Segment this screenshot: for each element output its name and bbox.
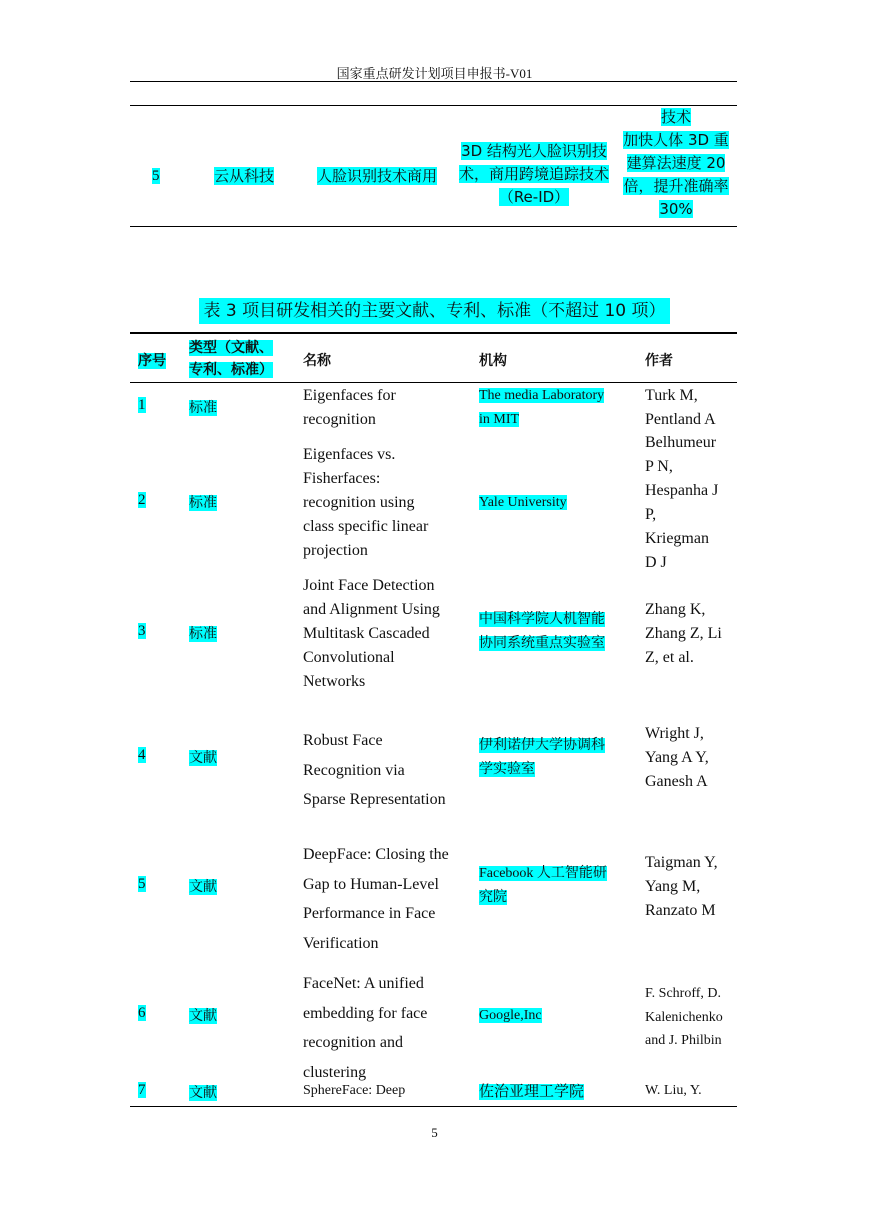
name-line: embedding for face xyxy=(303,1004,428,1022)
result-cell xyxy=(622,106,730,221)
author-line: Hespanha J xyxy=(645,482,719,499)
table-row-type xyxy=(189,747,217,767)
table-row-org xyxy=(479,384,627,432)
author-line: Wright J, xyxy=(645,725,704,742)
org-line: Google,Inc xyxy=(479,1008,542,1023)
row-no-text: 2 xyxy=(138,492,146,508)
name-line: DeepFace: Closing the xyxy=(303,846,449,863)
table-row-author xyxy=(645,598,737,670)
author-line: Belhumeur xyxy=(645,434,717,451)
result-line: 加快人体 3D 重 xyxy=(623,131,729,149)
result-line: 建算法速度 20 xyxy=(626,154,726,172)
author-line: Kalenichenko xyxy=(645,1009,723,1025)
row-number-cell xyxy=(152,165,160,188)
row-no-text: 5 xyxy=(138,876,146,892)
table-row-org xyxy=(479,862,627,910)
name-line: recognition xyxy=(303,411,376,428)
org-line: 究院 xyxy=(479,890,507,905)
table-caption xyxy=(0,296,869,321)
item-cell xyxy=(317,165,437,188)
author-line: P, xyxy=(645,506,657,523)
author-line: Kriegman xyxy=(645,530,709,547)
table-row-type xyxy=(189,1082,217,1102)
author-line: W. Liu, Y. xyxy=(645,1083,702,1098)
row-type-text: 文献 xyxy=(189,750,217,766)
header-name: 名称 xyxy=(303,353,331,369)
header-type xyxy=(189,337,273,381)
table-row-type xyxy=(189,1005,217,1025)
name-line: and Alignment Using xyxy=(303,601,440,618)
table-row-type xyxy=(189,492,217,512)
table-row-no xyxy=(138,623,146,640)
name-line: Fisherfaces: xyxy=(303,470,381,487)
table-caption-text: 表 3 项目研发相关的主要文献、专利、标准（不超过 10 项） xyxy=(199,298,669,324)
item-name: 人脸识别技术商用 xyxy=(317,167,438,185)
table-row-name xyxy=(303,443,473,563)
name-line: Gap to Human-Level xyxy=(303,875,439,893)
table-row-no xyxy=(138,876,146,893)
header-author: 作者 xyxy=(645,353,673,369)
author-line: Zhang Z, Li xyxy=(645,625,722,642)
row-no-text: 7 xyxy=(138,1082,146,1098)
company-cell xyxy=(214,165,274,188)
author-line: Ranzato M xyxy=(645,902,716,919)
org-line: 学实验室 xyxy=(479,762,535,777)
row-no-text: 3 xyxy=(138,623,146,639)
name-line: recognition and xyxy=(303,1034,403,1051)
table-row-name xyxy=(303,840,473,958)
row-type-text: 文献 xyxy=(189,1085,217,1101)
row-no-text: 6 xyxy=(138,1005,146,1021)
row-no-text: 4 xyxy=(138,747,146,763)
row-type-text: 标准 xyxy=(189,626,217,642)
table-row-author xyxy=(645,851,737,923)
previous-table-fragment xyxy=(130,105,737,227)
org-line: Yale University xyxy=(479,495,567,510)
author-line: Pentland A xyxy=(645,411,716,428)
result-line: 倍，提升准确率 xyxy=(623,177,729,195)
result-line: 30% xyxy=(659,200,693,218)
name-line: Eigenfaces for xyxy=(303,387,396,404)
table-row-type xyxy=(189,397,217,417)
page-header: 国家重点研发计划项目申报书-V01 xyxy=(336,66,533,81)
header-divider xyxy=(130,81,737,82)
author-line: Turk M, xyxy=(645,387,698,404)
author-line: Yang M, xyxy=(645,878,701,895)
name-line: Convolutional xyxy=(303,649,395,666)
org-line: 伊利诺伊大学协调科 xyxy=(479,738,605,753)
header-no xyxy=(138,350,166,370)
result-line: 技术 xyxy=(660,108,691,126)
table-row-org xyxy=(479,491,627,515)
author-line: P N, xyxy=(645,458,673,475)
table-row-author xyxy=(645,722,737,794)
header-no-text: 序号 xyxy=(138,353,166,369)
author-line: Ganesh A xyxy=(645,773,708,790)
header-org: 机构 xyxy=(479,353,507,369)
header-divider xyxy=(130,382,737,383)
header-type-line: 专利、标准） xyxy=(189,362,273,378)
name-line: Networks xyxy=(303,673,366,690)
table-row-org xyxy=(479,1080,627,1104)
author-line: Yang A Y, xyxy=(645,749,709,766)
table-row-author xyxy=(645,431,737,575)
table-row-type xyxy=(189,876,217,896)
row-type-text: 标准 xyxy=(189,400,217,416)
table-row-name xyxy=(303,1083,473,1099)
table-row-no xyxy=(138,1082,146,1099)
table-row-author xyxy=(645,384,737,432)
table-row-no xyxy=(138,1005,146,1022)
org-line: 佐治亚理工学院 xyxy=(479,1084,585,1100)
table-row-no xyxy=(138,747,146,764)
name-line: FaceNet: A unified xyxy=(303,975,424,992)
name-line: Performance in Face xyxy=(303,905,436,922)
table-row-no xyxy=(138,492,146,509)
row-no-text: 1 xyxy=(138,397,146,413)
name-line: Sparse Representation xyxy=(303,791,446,808)
org-line: 协同系统重点实验室 xyxy=(479,636,605,651)
table-row-author xyxy=(645,1083,737,1099)
author-line: Taigman Y, xyxy=(645,854,718,871)
author-line: D J xyxy=(645,554,667,571)
author-line: Z, et al. xyxy=(645,649,694,666)
table-row-org xyxy=(479,1004,627,1028)
table-row-org xyxy=(479,734,627,782)
name-line: recognition using xyxy=(303,494,415,511)
name-line: SphereFace: Deep xyxy=(303,1083,406,1098)
table-row-name xyxy=(303,969,473,1087)
name-line: Robust Face xyxy=(303,732,383,749)
name-line: Recognition via xyxy=(303,761,405,779)
name-line: class specific linear xyxy=(303,518,429,535)
references-table xyxy=(130,332,737,1107)
author-line: and J. Philbin xyxy=(645,1033,722,1048)
org-line: Facebook 人工智能研 xyxy=(479,866,607,881)
name-line: Verification xyxy=(303,934,379,952)
tech-line: 术，商用跨境追踪技术 xyxy=(458,165,609,183)
row-number: 5 xyxy=(152,168,160,184)
org-line: in MIT xyxy=(479,412,520,427)
tech-cell xyxy=(458,140,610,209)
table-row-name xyxy=(303,384,473,432)
tech-line: 3D 结构光人脸识别技 xyxy=(461,142,607,160)
tech-line: （Re-ID） xyxy=(498,188,570,206)
row-type-text: 标准 xyxy=(189,495,217,511)
table-row-name xyxy=(303,726,473,815)
table-row-author xyxy=(645,982,737,1053)
table-row-org xyxy=(479,608,627,656)
name-line: projection xyxy=(303,542,368,559)
author-line: F. Schroff, D. xyxy=(645,986,722,1001)
table-row-no xyxy=(138,397,146,414)
company-name: 云从科技 xyxy=(214,167,275,185)
author-line: Zhang K, xyxy=(645,601,706,618)
name-line: Eigenfaces vs. xyxy=(303,446,396,463)
table-row-type xyxy=(189,623,217,643)
table-row-name xyxy=(303,574,473,694)
row-type-text: 文献 xyxy=(189,879,217,895)
name-line: Joint Face Detection xyxy=(303,577,435,594)
header-type-line: 类型（文献、 xyxy=(189,340,273,356)
name-line: clustering xyxy=(303,1063,367,1081)
name-line: Multitask Cascaded xyxy=(303,625,430,642)
org-line: 中国科学院人机智能 xyxy=(479,612,605,627)
page-number: 5 xyxy=(431,1125,438,1140)
row-type-text: 文献 xyxy=(189,1008,217,1024)
org-line: The media Laboratory xyxy=(479,388,605,403)
